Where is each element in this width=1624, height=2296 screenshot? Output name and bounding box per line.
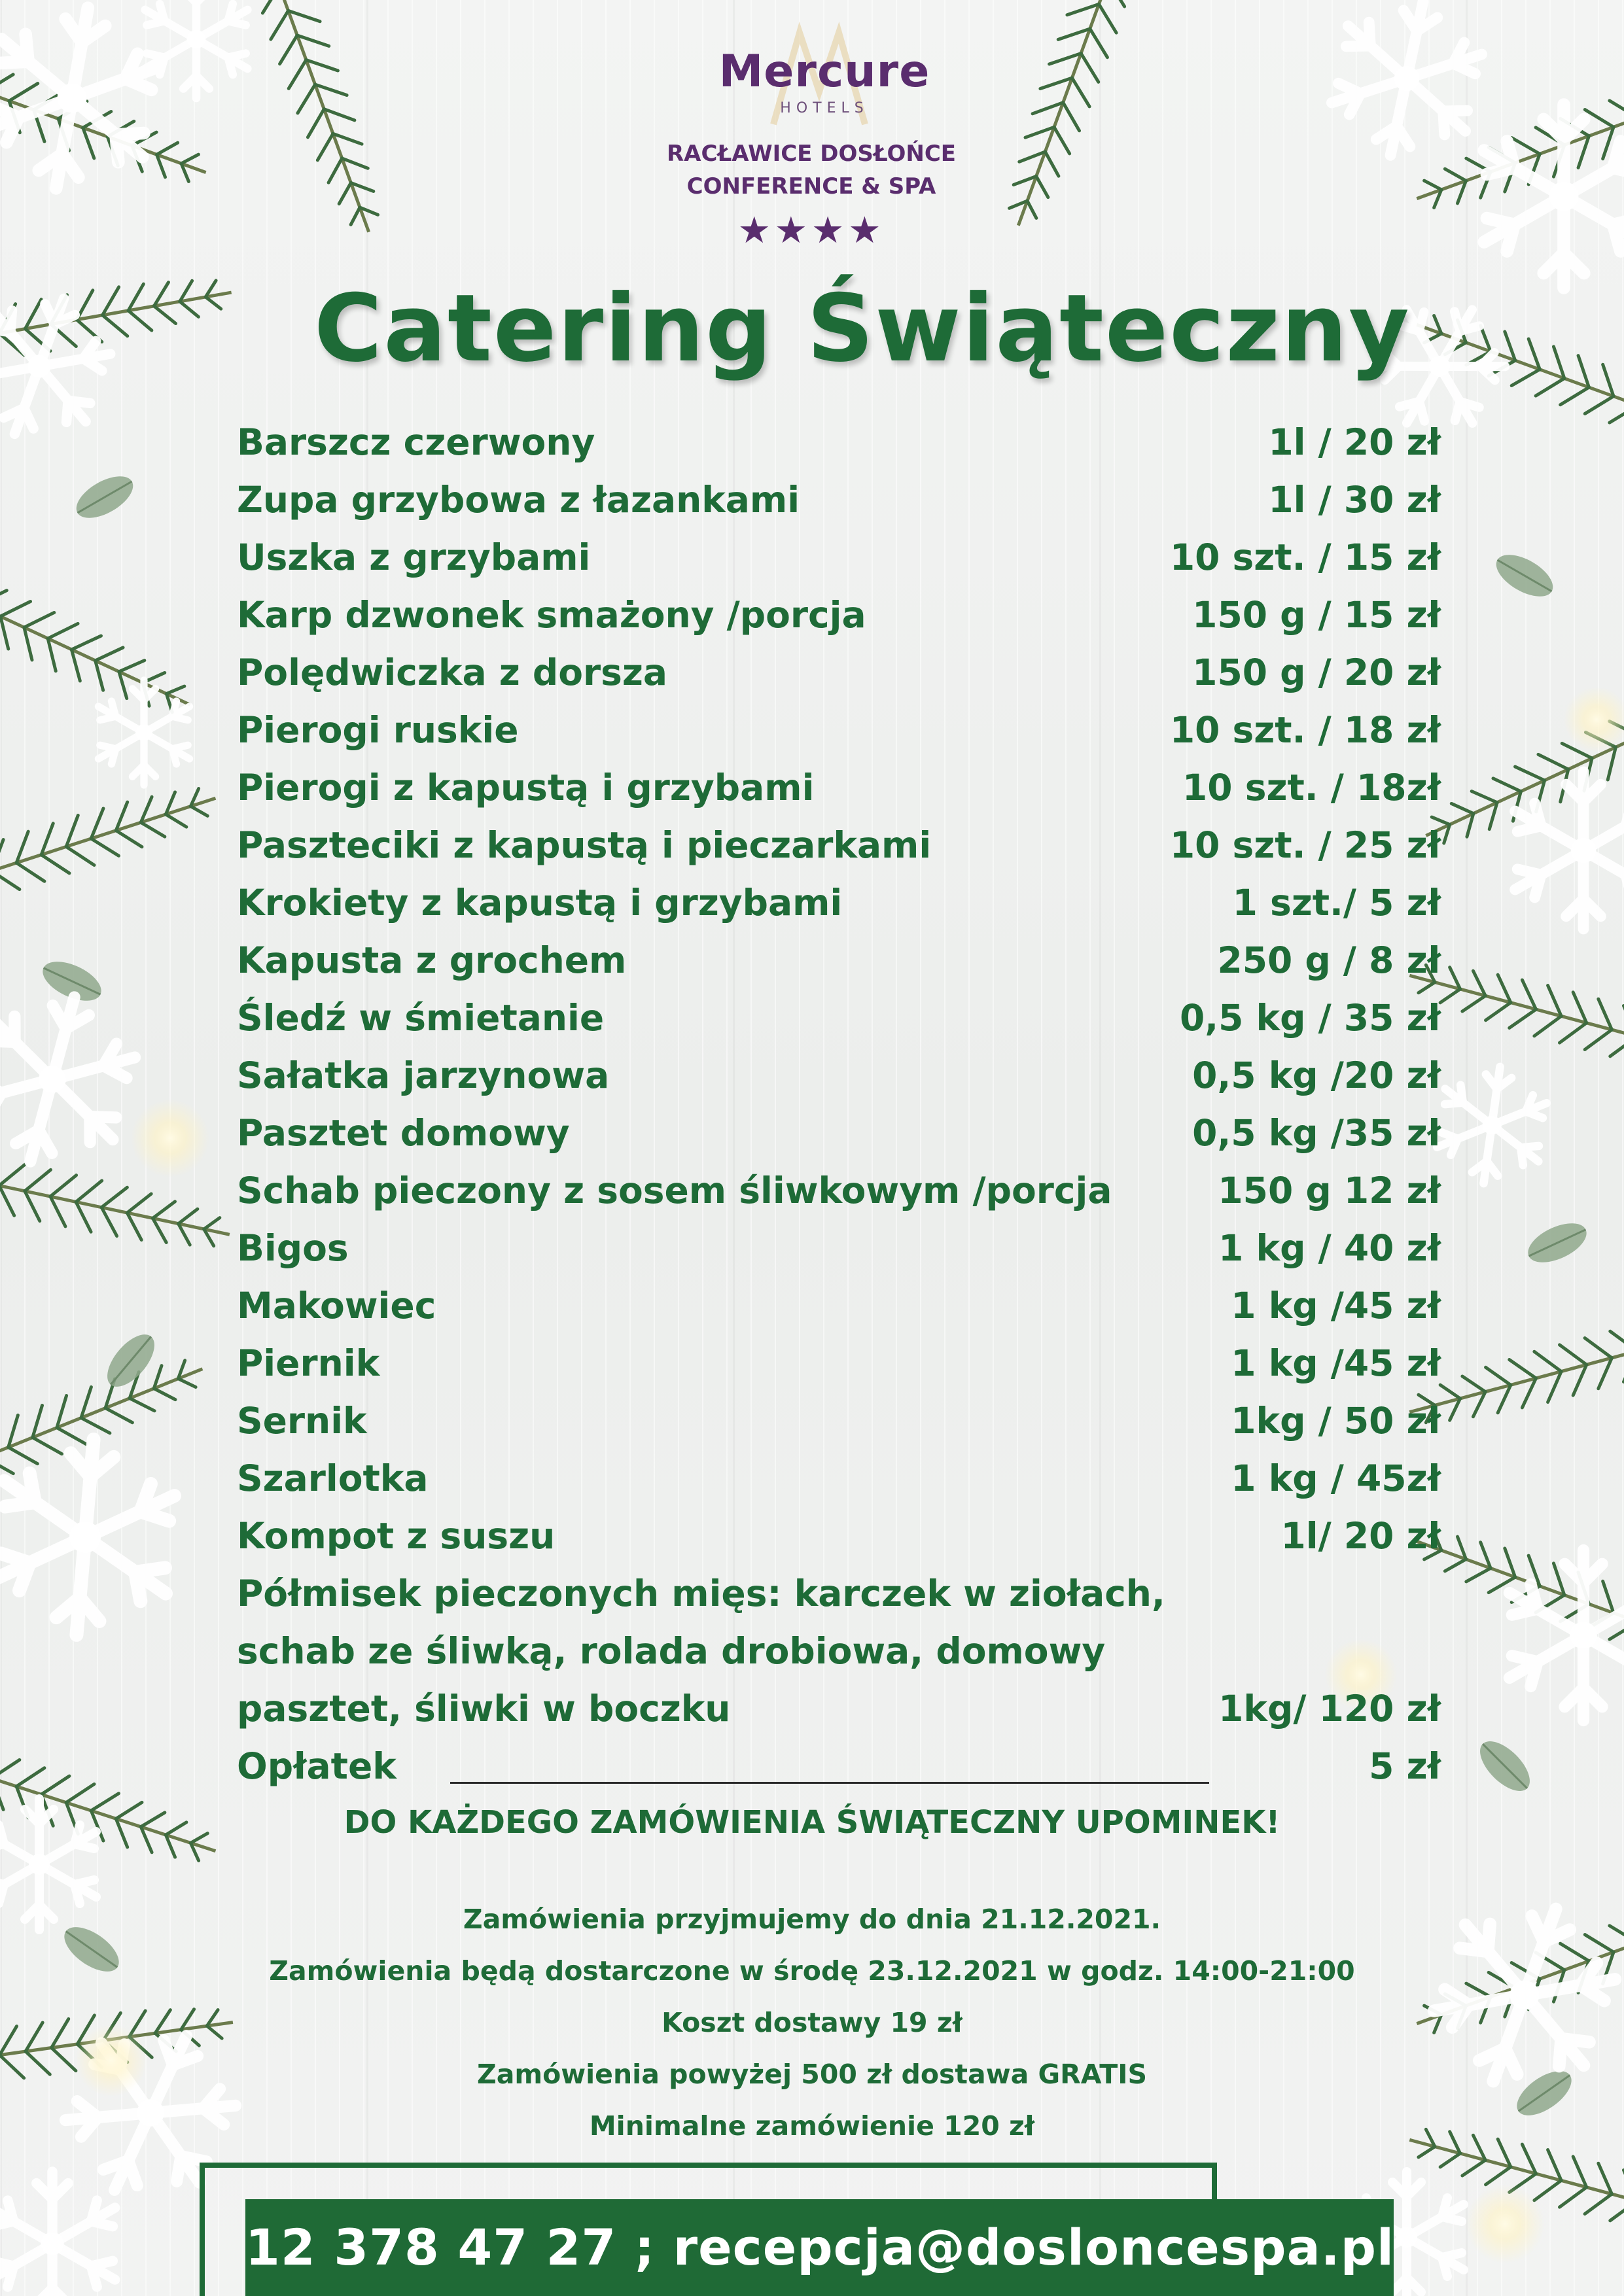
menu-item-name: Krokiety z kapustą i grzybami — [237, 882, 843, 924]
menu-item-price: 1 kg /45 zł — [1231, 1342, 1441, 1384]
menu-item — [237, 644, 1441, 701]
divider-line — [450, 1782, 1209, 1784]
menu-item-price: 1kg / 50 zł — [1231, 1400, 1441, 1442]
menu-item-price: 1kg/ 120 zł — [1218, 1688, 1441, 1730]
menu-item — [237, 1392, 1441, 1450]
order-info — [0, 1894, 1624, 2152]
menu-item-price: 1l / 30 zł — [1268, 479, 1441, 521]
menu-list — [237, 413, 1441, 1795]
menu-item-name: Opłatek — [237, 1745, 397, 1787]
menu-item — [237, 413, 1441, 471]
menu-item-price: 5 zł — [1369, 1745, 1441, 1787]
menu-item — [237, 586, 1441, 644]
menu-item — [237, 1219, 1441, 1277]
menu-item — [237, 1162, 1441, 1219]
menu-item-price: 10 szt. / 18zł — [1182, 767, 1441, 809]
menu-item — [237, 1334, 1441, 1392]
menu-item-name: Makowiec — [237, 1285, 436, 1327]
info-free-delivery: Zamówienia powyżej 500 zł dostawa GRATIS — [476, 2059, 1148, 2090]
menu-item-platter — [237, 1565, 1441, 1737]
menu-item-price: 1 kg / 45zł — [1231, 1457, 1441, 1499]
menu-item-name: Piernik — [237, 1342, 380, 1384]
menu-item-name: Paszteciki z kapustą i pieczarkami — [237, 824, 932, 866]
menu-item-price: 1l/ 20 zł — [1280, 1515, 1441, 1557]
contact-banner: 12 378 47 27 ; recepcja@dosloncespa.pl — [245, 2199, 1394, 2296]
info-order-deadline: Zamówienia przyjmujemy do dnia 21.12.2021. — [463, 1904, 1161, 1935]
menu-item-price: 10 szt. / 18 zł — [1169, 709, 1441, 751]
menu-item-price: 0,5 kg / 35 zł — [1179, 997, 1441, 1039]
menu-item — [237, 931, 1441, 989]
menu-item — [237, 874, 1441, 931]
menu-item-price: 250 g / 8 zł — [1217, 939, 1441, 981]
menu-item-price: 150 g 12 zł — [1218, 1170, 1441, 1211]
menu-item-name: Kapusta z grochem — [237, 939, 627, 981]
info-minimum-order: Minimalne zamówienie 120 zł — [589, 2110, 1035, 2142]
menu-item — [237, 471, 1441, 529]
menu-item-name: Zupa grzybowa z łazankami — [237, 479, 800, 521]
page-title: Catering Świąteczny — [314, 275, 1411, 383]
menu-item-name: Barszcz czerwony — [237, 421, 595, 463]
menu-item-name: Uszka z grzybami — [237, 536, 591, 578]
menu-item-price: 0,5 kg /20 zł — [1192, 1054, 1441, 1096]
menu-item-price: 150 g / 20 zł — [1192, 652, 1441, 693]
info-delivery-cost: Koszt dostawy 19 zł — [662, 2007, 962, 2038]
menu-item-name: Śledź w śmietanie — [237, 997, 605, 1039]
menu-item-name: Pierogi z kapustą i grzybami — [237, 767, 815, 809]
mercure-logo — [680, 26, 968, 116]
menu-item — [237, 1507, 1441, 1565]
menu-item — [237, 701, 1441, 759]
menu-item — [237, 816, 1441, 874]
hotel-name — [576, 137, 1047, 203]
menu-item-oplatek — [237, 1737, 1441, 1795]
logo-subtitle: HOTELS — [780, 100, 869, 116]
menu-item-name: Schab pieczony z sosem śliwkowym /porcja — [237, 1170, 1112, 1211]
menu-item — [237, 759, 1441, 816]
menu-item-price: 0,5 kg /35 zł — [1192, 1112, 1441, 1154]
menu-item-price: 10 szt. / 25 zł — [1169, 824, 1441, 866]
menu-item — [237, 1047, 1441, 1104]
logo-wordmark: Mercure — [718, 46, 930, 97]
menu-item — [237, 1277, 1441, 1334]
gift-notice: DO KAŻDEGO ZAMÓWIENIA ŚWIĄTECZNY UPOMINEK! — [344, 1804, 1280, 1841]
menu-item-price: 1 kg /45 zł — [1231, 1285, 1441, 1327]
menu-item-name: Karp dzwonek smażony /porcja — [237, 594, 866, 636]
hotel-name-line-2: CONFERENCE & SPA — [686, 173, 936, 200]
menu-item-name: Bigos — [237, 1227, 349, 1269]
menu-item — [237, 529, 1441, 586]
menu-item-price: 10 szt. / 15 zł — [1169, 536, 1441, 578]
menu-item-price: 1 kg / 40 zł — [1218, 1227, 1441, 1269]
menu-item-name: Polędwiczka z dorsza — [237, 652, 668, 693]
menu-item — [237, 1450, 1441, 1507]
info-delivery-date: Zamówienia będą dostarczone w środę 23.12.2021 w godz. 14:00-21:00 — [269, 1955, 1355, 1987]
menu-item-name: Sernik — [237, 1400, 367, 1442]
star-rating: ★★★★ — [737, 209, 885, 252]
menu-item-name: Pasztet domowy — [237, 1112, 570, 1154]
menu-item-name: Półmisek pieczonych mięs: karczek w ziołach, schab ze śliwką, rolada drobiowa, domowy pasztet, śliwki w boczku — [237, 1573, 1165, 1730]
menu-item — [237, 989, 1441, 1047]
menu-item-name: Kompot z suszu — [237, 1515, 556, 1557]
menu-item-name: Pierogi ruskie — [237, 709, 519, 751]
menu-item-price: 1 szt./ 5 zł — [1232, 882, 1441, 924]
hotel-name-line-1: RACŁAWICE DOSŁOŃCE — [667, 141, 956, 167]
menu-item-price: 1l / 20 zł — [1268, 421, 1441, 463]
menu-item-name: Szarlotka — [237, 1457, 429, 1499]
menu-item-price: 150 g / 15 zł — [1192, 594, 1441, 636]
menu-item — [237, 1104, 1441, 1162]
menu-item-name: Sałatka jarzynowa — [237, 1054, 610, 1096]
